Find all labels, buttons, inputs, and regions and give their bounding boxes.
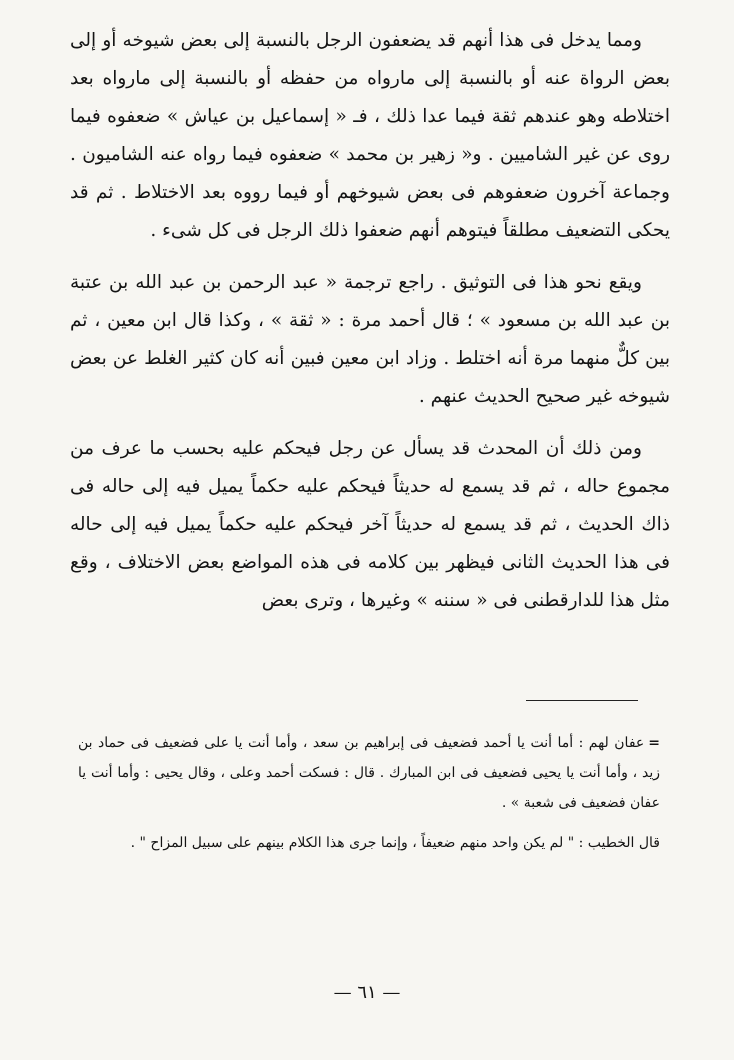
page-number: — ٦١ — [333, 982, 401, 1003]
paragraph: ومما يدخل فى هذا أنهم قد يضعفون الرجل بالنسبة إلى بعض شيوخه أو إلى بعض الرواة عنه أو بالنسبة إلى مارواه من حفظه أو بالنسبة إلى مارواه بعد اختلاطه وهو عندهم ثقة فيما عدا ذلك ، فـ « إسماعيل بن عياش » ضعفوه فيما روى عن غير الشاميين . و« زهير بن محمد » ضعفوه فيما رواه عنه الشاميون . وجماعة آخرون ضعفوهم فى بعض شيوخهم أو فيما رووه بعد الاختلاط . ثم قد يحكى التضعيف مطلقاً فيتوهم أنهم ضعفوا ذلك الرجل فى كل شىء . [70, 30, 670, 241]
footnote-text: عفان لهم : أما أنت يا أحمد فضعيف فى إبراهيم بن سعد ، وأما أنت يا على فضعيف فى حماد بن زيد ، وأما أنت يا يحيى فضعيف فى ابن المبارك . قال : فسكت أحمد وعلى ، وقال يحيى : وأما أنت يا عفان فضعيف فى شعبة » . [78, 735, 660, 811]
footnote [78, 728, 660, 818]
footnote-text: قال الخطيب : " لم يكن واحد منهم ضعيفاً ، وإنما جرى هذا الكلام بينهم على سبيل المزاح " . [130, 835, 660, 851]
footnote-continuation-marker: = [648, 735, 660, 751]
footnote [78, 828, 660, 858]
paragraph: ومن ذلك أن المحدث قد يسأل عن رجل فيحكم عليه بحسب ما عرف من مجموع حاله ، ثم قد يسمع له حديثاً فيحكم عليه حكماً يميل فيه إلى حاله فى ذاك الحديث ، ثم قد يسمع له حديثاً آخر فيحكم عليه حكماً يميل فيه إلى حاله فى هذا الحديث الثانى فيظهر بين كلامه فى هذه المواضع بعض الاختلاف ، وقع مثل هذا للدارقطنى فى « سننه » وغيرها ، وترى بعض [70, 438, 670, 611]
main-text [70, 22, 670, 620]
paragraph: ويقع نحو هذا فى التوثيق . راجع ترجمة « عبد الرحمن بن عبد الله بن عتبة بن عبد الله بن مسعود » ؛ قال أحمد مرة : « ثقة » ، وكذا قال ابن معين ، ثم بين كلٌّ منهما مرة أنه اختلط . وزاد ابن معين فبين أنه كان كثير الغلط عن بعض شيوخه غير صحيح الحديث عنهم . [70, 272, 670, 407]
footnote-separator [526, 700, 638, 701]
footnotes [78, 728, 660, 858]
